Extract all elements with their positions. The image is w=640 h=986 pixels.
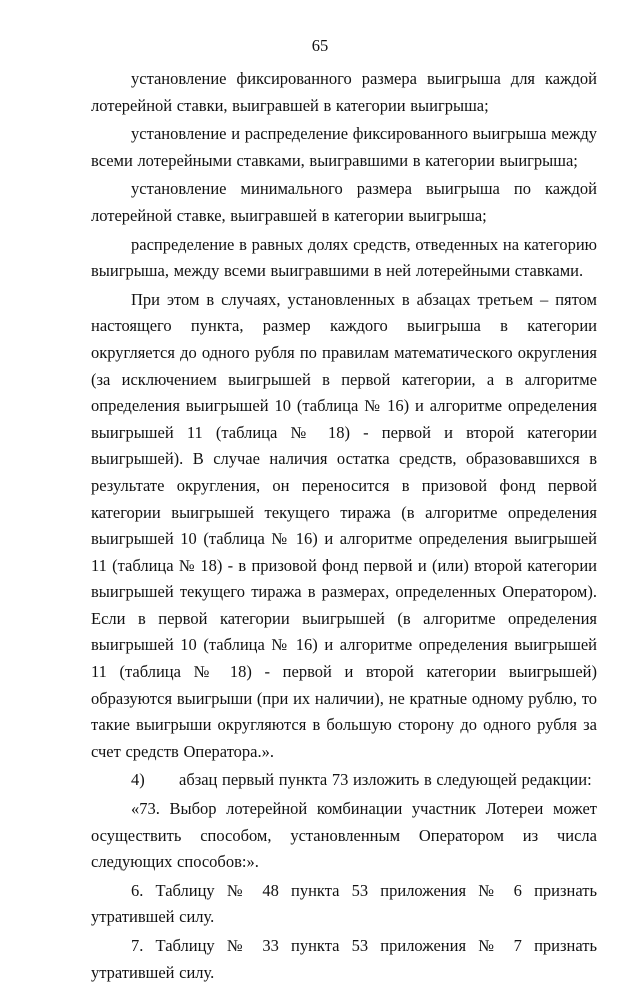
paragraph: 7. Таблицу № 33 пункта 53 приложения № 7 признать утратившей силу. — [91, 936, 597, 982]
paragraph: При этом в случаях, установленных в абзацах третьем – пятом настоящего пункта, размер каждого выигрыша в категории округляется до одного рубля по правилам математического округления (за исключением выигрышей в первой категории, а в алгоритме определения выигрышей 10 (таблица № 16) и алгоритме определения выигрышей 11 (таблица № 18) - первой и второй категории выигрышей). В случае наличия остатка средств, образовавшихся в результате округления, он переносится в призовой фонд первой категории выигрышей текущего тиража (в алгоритме определения выигрышей 10 (таблица № 16) и алгоритме определения выигрышей 11 (таблица № 18) - в призовой фонд первой и (или) второй категории выигрышей текущего тиража в размерах, определенных Оператором). Если в первой категории выигрышей (в алгоритме определения выигрышей 10 (таблица № 16) и алгоритме определения выигрышей 11 (таблица № 18) - первой и второй категории выигрышей) образуются выигрыши (при их наличии), не кратные одному рублю, то такие выигрыши округляются в большую сторону до одного рубля за счет средств Оператора.». — [91, 289, 597, 761]
paragraph: установление минимального размера выигрыша по каждой лотерейной ставке, выигравшей в категории выигрыша; — [91, 179, 597, 225]
item-number: 4) — [131, 770, 145, 790]
paragraph: установление фиксированного размера выигрыша для каждой лотерейной ставки, выигравшей в категории выигрыша; — [91, 69, 597, 115]
document-body — [91, 66, 597, 986]
item-text: абзац первый пункта 73 изложить в следующей редакции: — [179, 770, 592, 790]
list-item-4 — [91, 767, 597, 794]
paragraph: установление и распределение фиксированного выигрыша между всеми лотерейными ставками, выигравшими в категории выигрыша; — [91, 124, 597, 170]
paragraph: «73. Выбор лотерейной комбинации участник Лотереи может осуществить способом, установленным Оператором из числа следующих способов:». — [91, 799, 597, 872]
page-number: 65 — [311, 36, 329, 55]
paragraph: распределение в равных долях средств, отведенных на категорию выигрыша, между всеми выигравшими в ней лотерейными ставками. — [91, 234, 597, 281]
paragraph: 6. Таблицу № 48 пункта 53 приложения № 6 признать утратившей силу. — [91, 880, 597, 927]
